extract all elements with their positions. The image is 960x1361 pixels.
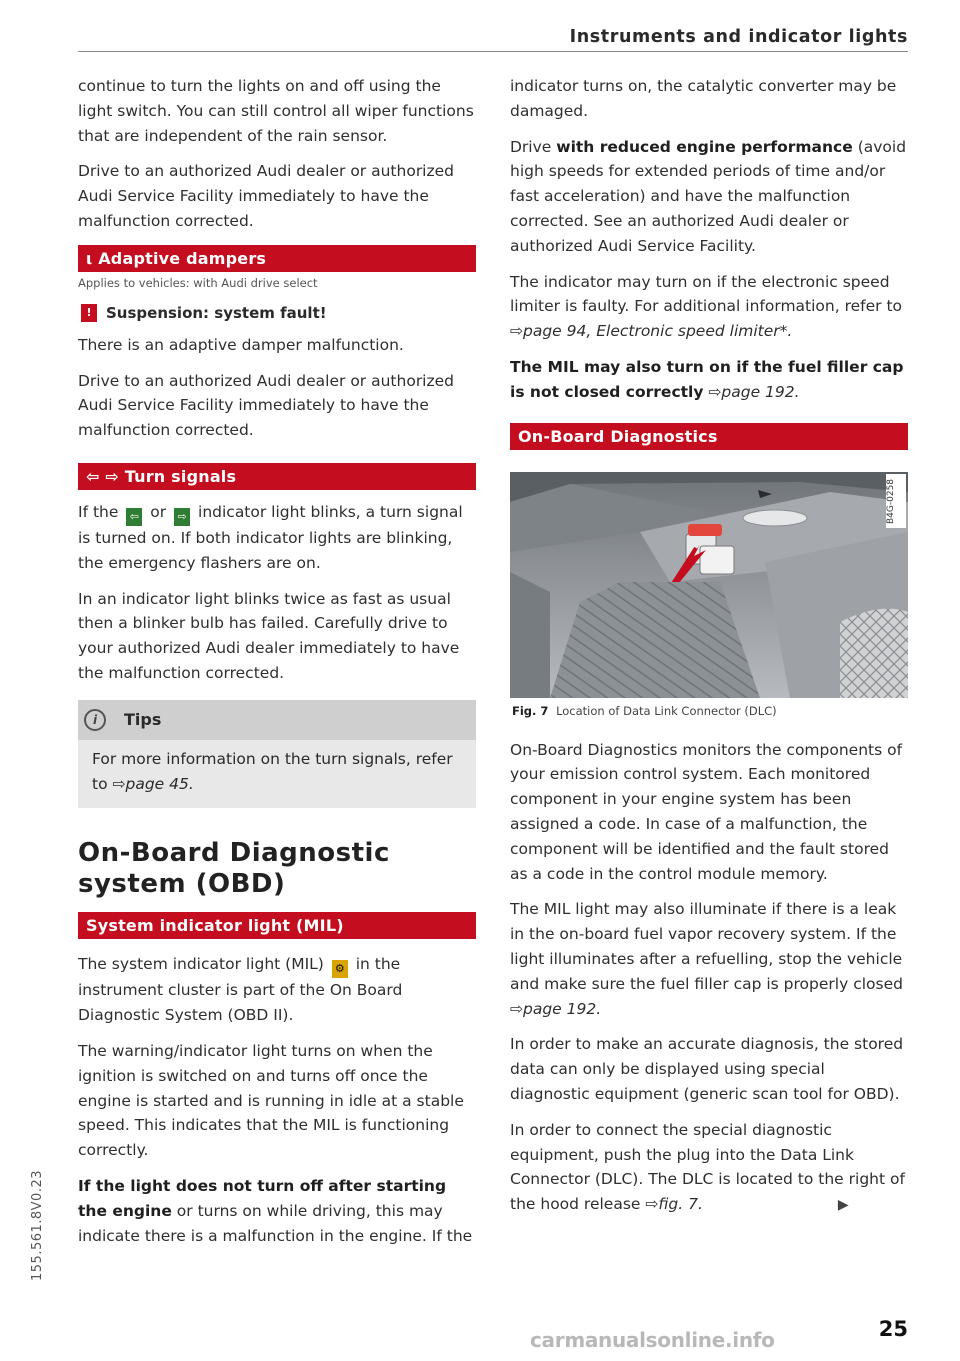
dlc-illustration bbox=[510, 472, 908, 698]
watermark: carmanualsonline.info bbox=[530, 1328, 775, 1352]
suspension-warning-icon: ! bbox=[81, 304, 97, 322]
continue-arrow-icon: ▶ bbox=[837, 1197, 849, 1214]
paragraph-reduced-performance: Drive with reduced engine performance (avoid high speeds for extended periods of time and/or fast acceleration) and have the malfunction corrected. See an authorized Audi dealer or authorized Audi Service Facility. bbox=[510, 137, 907, 255]
speed-limiter-link[interactable]: page 94, Electronic speed limiter*. bbox=[523, 322, 793, 341]
arrow-ref-icon: ⇨ bbox=[510, 999, 523, 1018]
paragraph-turn-signals: If the ⇦ or ⇨ indicator light blinks, a turn signal is turned on. If both indicator lights are blinking, the emergency flashers are on. bbox=[78, 502, 463, 572]
tips-header: i Tips bbox=[78, 700, 476, 740]
paragraph-damper: There is an adaptive damper malfunction. bbox=[78, 335, 404, 354]
left-turn-icon: ⇦ bbox=[126, 508, 142, 526]
paragraph-mil-2: The warning/indicator light turns on when the ignition is switched on and turns off once the engine is started and is running in idle at a stable speed. This indicates that the MIL is functioning correctly. bbox=[78, 1041, 464, 1160]
section-title: Instruments and indicator lights bbox=[569, 27, 908, 47]
page-number: 25 bbox=[878, 1317, 908, 1341]
paragraph-drive-dealer-1: Drive to an authorized Audi dealer or authorized Audi Service Facility immediately to have the malfunction corrected. bbox=[78, 162, 455, 230]
paragraph-blinker-failure: In an indicator light blinks twice as fast as usual then a blinker bulb has failed. Carefully drive to your authorized Audi dealer immediately to have the malfunction corrected. bbox=[78, 589, 460, 682]
obd-title: On-Board Diagnostic system (OBD) bbox=[78, 838, 390, 900]
paragraph-speed-limiter: The indicator may turn on if the electronic speed limiter is faulty. For additional information, refer to ⇨page 94, Electronic speed limiter*. bbox=[510, 272, 903, 341]
dlc-figure bbox=[510, 472, 908, 698]
arrow-ref-icon: ⇨ bbox=[112, 774, 126, 793]
paragraph-continue: continue to turn the lights on and off using the light switch. You can still control all wiper functions that are independent of the rain sensor. bbox=[78, 77, 474, 145]
turn-signals-heading: ⇦ ⇨ Turn signals bbox=[78, 463, 476, 490]
paragraph-obd-1: On-Board Diagnostics monitors the components of your emission control system. Each monitored component in your engine system has been assigned a code. In case of a malfunction, the component will be identified and the fault stored as a code in the control module memory. bbox=[510, 740, 903, 883]
fuel-cap-page-link[interactable]: page 192. bbox=[523, 999, 602, 1018]
figure-code: B4G-0258 bbox=[886, 474, 906, 528]
paragraph-obd-2: The MIL light may also illuminate if there is a leak in the on-board fuel vapor recovery system. If the light illuminates after a refuelling, stop the vehicle and make sure the fuel filler cap is properly closed ⇨page 192. bbox=[510, 900, 903, 1018]
right-turn-icon: ⇨ bbox=[174, 508, 190, 526]
suspension-fault-heading: ! Suspension: system fault! bbox=[78, 304, 476, 322]
paragraph-obd-4: In order to connect the special diagnostic equipment, push the plug into the Data Link Connector (DLC). The DLC is located to the right of the hood release ⇨fig. 7. ▶ bbox=[510, 1120, 905, 1214]
adaptive-dampers-heading: ⍳ Adaptive dampers bbox=[78, 245, 476, 272]
obd-heading: On-Board Diagnostics bbox=[510, 423, 908, 450]
damper-icon: ⍳ bbox=[86, 248, 99, 268]
turn-signal-arrows-icon: ⇦ ⇨ bbox=[86, 466, 125, 486]
paragraph-catalytic: indicator turns on, the catalytic converter may be damaged. bbox=[510, 77, 897, 120]
paragraph-fuel-cap: The MIL may also turn on if the fuel filler cap is not closed correctly ⇨page 192. bbox=[510, 357, 904, 401]
figure-caption: Fig. 7 Location of Data Link Connector (DLC) bbox=[510, 698, 908, 718]
paragraph-obd-3: In order to make an accurate diagnosis, the stored data can only be displayed using special diagnostic equipment (generic scan tool for OBD). bbox=[510, 1035, 904, 1103]
tips-body: For more information on the turn signals, refer to ⇨page 45. bbox=[92, 749, 453, 793]
right-column bbox=[510, 74, 908, 1229]
tips-box bbox=[78, 700, 476, 809]
arrow-ref-icon: ⇨ bbox=[708, 382, 722, 401]
info-icon: i bbox=[84, 709, 106, 731]
mil-heading: System indicator light (MIL) bbox=[78, 912, 476, 939]
arrow-ref-icon: ⇨ bbox=[645, 1195, 659, 1214]
mil-engine-icon: ⚙ bbox=[332, 960, 348, 978]
fuel-cap-link[interactable]: page 192. bbox=[721, 382, 800, 401]
applies-note: Applies to vehicles: with Audi drive select bbox=[78, 275, 318, 290]
tips-page-link[interactable]: page 45. bbox=[125, 774, 194, 793]
header-rule bbox=[78, 51, 908, 52]
side-code: 155.561.8V0.23 bbox=[30, 1170, 45, 1281]
figure-link[interactable]: fig. 7. bbox=[658, 1195, 703, 1214]
paragraph-mil-3: If the light does not turn off after starting the engine or turns on while driving, this may indicate there is a malfunction in the engine. If the bbox=[78, 1176, 473, 1245]
left-column bbox=[78, 74, 476, 1259]
arrow-ref-icon: ⇨ bbox=[510, 322, 523, 341]
paragraph-drive-dealer-2: Drive to an authorized Audi dealer or authorized Audi Service Facility immediately to have the malfunction corrected. bbox=[78, 371, 455, 440]
paragraph-mil-1: The system indicator light (MIL) ⚙ in the instrument cluster is part of the On Board Diagnostic System (OBD II). bbox=[78, 955, 403, 1025]
